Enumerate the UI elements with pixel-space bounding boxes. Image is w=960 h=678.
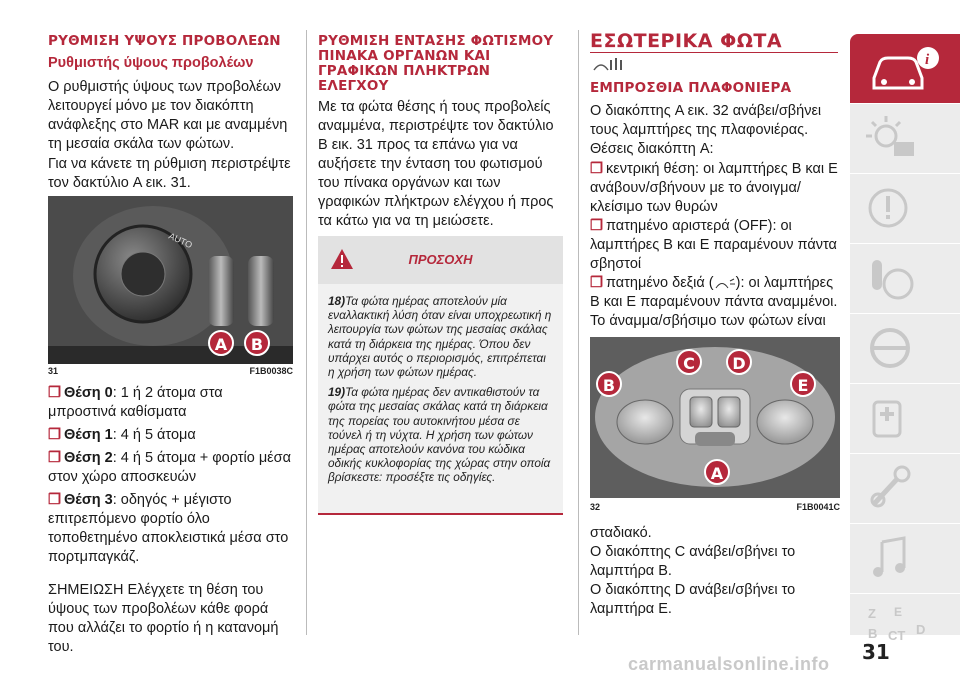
section-subtitle: Ρυθμιστής ύψους προβολέων [48, 55, 254, 71]
tab-starting[interactable] [850, 314, 960, 384]
svg-text:B: B [868, 626, 878, 641]
callout-e: E [790, 371, 816, 397]
column-divider [578, 30, 579, 635]
tab-lights[interactable] [850, 104, 960, 174]
figure-code: F1B0041C [796, 502, 840, 512]
index-icon [864, 604, 944, 644]
car-info-icon [864, 44, 944, 96]
title-underline [590, 52, 838, 53]
warning-item: 18)Τα φώτα ημέρας αποτελούν μία εναλλακτική λύση όταν είναι υποχρεωτική η λειτουργία των φώτων της μεσαίας σκάλας κατά τη διάρκεια της ημέρας. Όπου δεν υπάρχει αυτός ο περιορισμός, επιτρέπεται η χρήση των φώτων ημέρας. [328, 294, 552, 380]
steering-wheel-icon [864, 324, 924, 374]
callout-a: A [208, 330, 234, 356]
list-item: ❐ πατημένο αριστερά (OFF): οι λαμπτήρες B και E παραμένουν πάντα σβηστοί [590, 218, 837, 272]
callout-c: C [676, 349, 702, 375]
column-divider [306, 30, 307, 635]
svg-text:Z: Z [868, 606, 876, 621]
figure-number: 32 [590, 502, 601, 512]
position-list [48, 384, 293, 657]
list-item: ❐ πατημένο δεξιά ( ): οι λαμπτήρες B και E παραμένουν πάντα αναμμένοι. Το άναμμα/σβήσιμο των φώτων είναι [590, 275, 838, 329]
paragraph: σταδιακό. [590, 525, 652, 541]
figure-31-headlight-controls [48, 196, 293, 364]
music-note-icon [864, 534, 924, 584]
warning-body [318, 284, 563, 515]
callout-d: D [726, 349, 752, 375]
warning-item: 19)Τα φώτα ημέρας δεν αντικαθιστούν τα φώτα της μεσαίας σκάλας κατά τη διάρκεια της πορείας του αυτοκινήτου μέσα σε τούνελ ή τη νύχτα. Η χρήση των φώτων ημέρας αποτελούν κανόνα του κώδικα οδικής κυκλοφορίας της χώρας στην οποία βρίσκεστε: προσέξτε τις οδηγίες. [328, 385, 551, 485]
tab-safety[interactable] [850, 244, 960, 314]
paragraph: Ο διακόπτης D ανάβει/σβήνει το λαμπτήρα E. [590, 582, 796, 617]
section-title: ΡΥΘΜΙΣΗ ΥΨΟΥΣ ΠΡΟΒΟΛΕΩΝ [48, 33, 281, 49]
figure-32-ceiling-light [590, 337, 840, 498]
lights-icon [864, 114, 924, 164]
list-item: ❐ κεντρική θέση: οι λαμπτήρες B και E ανάβουν/σβήνουν με το άνοιγμα/κλείσιμο των θυρών [590, 161, 838, 215]
figure-number: 31 [48, 366, 59, 376]
paragraph-group [590, 524, 840, 619]
tab-index[interactable] [850, 594, 960, 643]
paragraph: Με τα φώτα θέσης ή τους προβολείς αναμμένα, περιστρέψτε τον δακτύλιο B εικ. 31 προς τα επάνω για να αυξήσετε την ένταση του φωτισμού του πίνακα οργάνων και των γραφικών πλήκτρων ελέγχου ή προς τα κάτω για να τη μειώσετε. [318, 99, 554, 229]
tab-car-info[interactable] [850, 34, 960, 104]
svg-text:D: D [916, 622, 926, 637]
list-item: ❐ Θέση 2: 4 ή 5 άτομα + φορτίο μέσα στον χώρο αποσκευών [48, 450, 291, 485]
section-title: ΕΣΩΤΕΡΙΚΑ ΦΩΤΑ [590, 30, 783, 52]
tab-multimedia[interactable] [850, 524, 960, 594]
warning-header [318, 236, 563, 284]
list-item: ❐ Θέση 1: 4 ή 5 άτομα [48, 427, 196, 443]
warning-title: ΠΡΟΣΟΧΗ [408, 252, 473, 267]
warning-box [318, 236, 563, 515]
callout-a: A [704, 459, 730, 485]
section-title: ΡΥΘΜΙΣΗ ΕΝΤΑΣΗΣ ΦΩΤΙΣΜΟΥ ΠΙΝΑΚΑ ΟΡΓΑΝΩΝ ΚΑΙ ΓΡΑΦΙΚΩΝ ΠΛΗΚΤΡΩΝ ΕΛΕΓΧΟΥ [318, 33, 554, 94]
svg-text:CT: CT [888, 628, 906, 643]
note: ΣΗΜΕΙΩΣΗ Ελέγχετε τη θέση του ύψους των προβολέων κάθε φορά που αλλάζει το φορτίο ή η κατανομή του. [48, 582, 279, 655]
paragraph: Ο διακόπτης A εικ. 32 ανάβει/σβήνει τους λαμπτήρες της πλαφονιέρας. Θέσεις διακόπτη A: [590, 103, 822, 157]
svg-text:i: i [925, 52, 930, 68]
list-item: ❐ Θέση 0: 1 ή 2 άτομα στα μπροστινά καθίσματα [48, 385, 223, 420]
page-number: 31 [862, 640, 890, 664]
section-subtitle: ΕΜΠΡΟΣΘΙΑ ΠΛΑΦΟΝΙΕΡΑ [590, 80, 792, 96]
svg-text:E: E [894, 605, 903, 619]
door-light-symbol-icon [714, 277, 736, 289]
key-icon [864, 254, 924, 304]
knob-label: AUTO [167, 230, 194, 251]
wrench-icon [864, 394, 924, 444]
wrench-tools-icon [864, 464, 924, 514]
watermark: carmanualsonline.info [628, 654, 830, 674]
callout-b: B [244, 330, 270, 356]
list-item: ❐ Θέση 3: οδηγός + μέγιστο επιτρεπόμενο φορτίο όλο τοποθετημένο αποκλειστικά μέσα στο πορτμπαγκάζ. [48, 492, 289, 565]
paragraph: Ο ρυθμιστής ύψους των προβολέων λειτουργεί μόνο με τον διακόπτη ανάφλεξης στο MAR και με αναμμένη τη μεσαία σκάλα των φώτων. [48, 79, 288, 152]
paragraph: Για να κάνετε τη ρύθμιση περιστρέψτε τον δακτύλιο A εικ. 31. [48, 156, 291, 191]
tab-warning[interactable] [850, 174, 960, 244]
callout-b: B [596, 371, 622, 397]
tab-maintenance[interactable] [850, 454, 960, 524]
tab-emergency[interactable] [850, 384, 960, 454]
warning-icon [864, 184, 924, 234]
interior-light-icon [592, 56, 626, 74]
paragraph: Ο διακόπτης C ανάβει/σβήνει το λαμπτήρα B. [590, 544, 796, 579]
figure-code: F1B0038C [249, 366, 293, 376]
